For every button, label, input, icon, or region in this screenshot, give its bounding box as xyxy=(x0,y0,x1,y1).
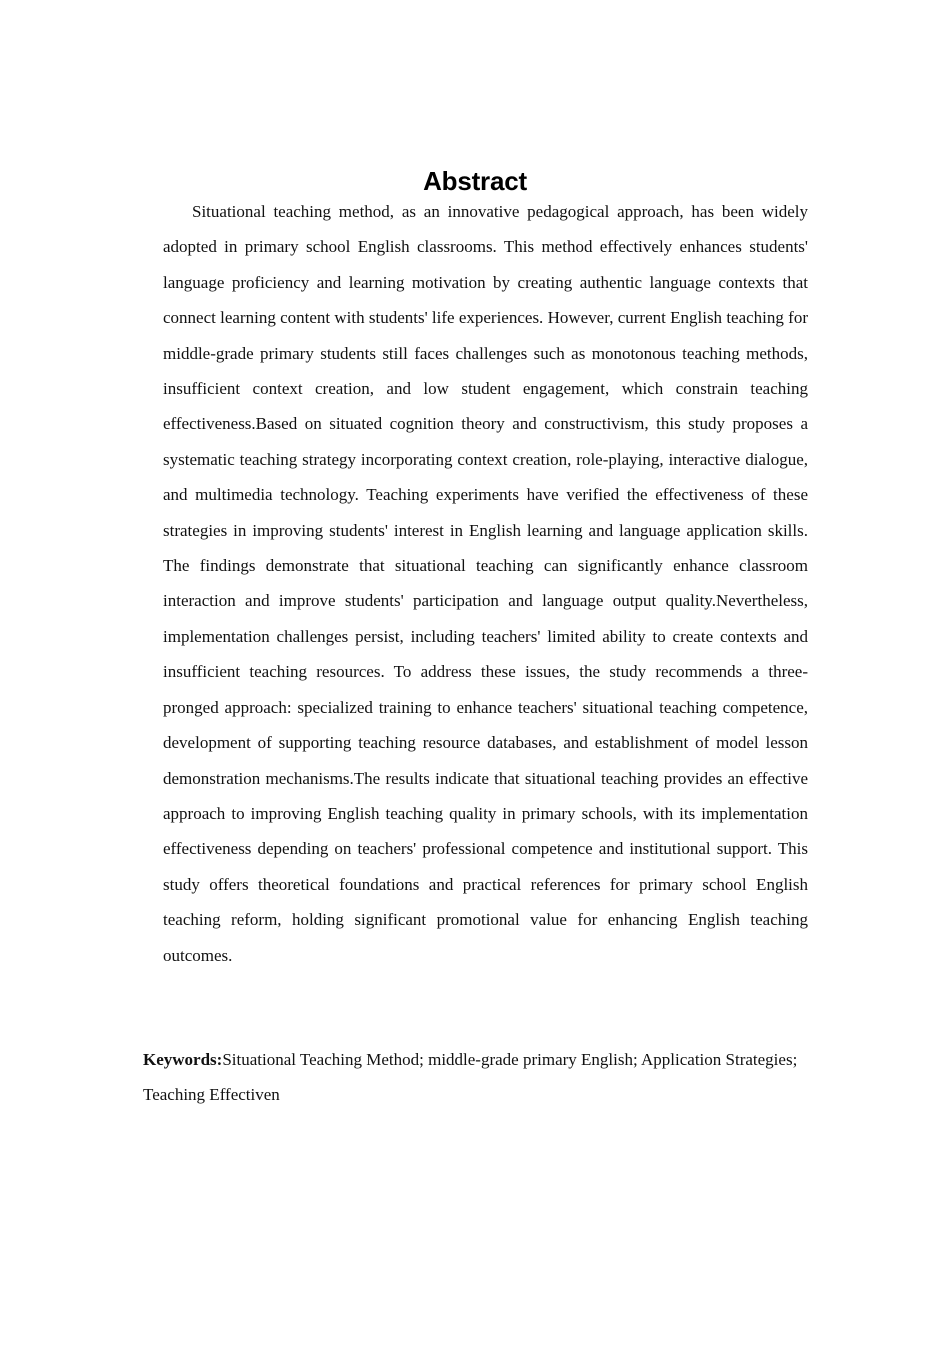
abstract-paragraph: Situational teaching method, as an innovative pedagogical approach, has been widely adopted in primary school English classrooms. This method effectively enhances students' language proficiency and learning motivation by creating authentic language contexts that connect learning content with students' life experiences. However, current English teaching for middle-grade primary students still faces challenges such as monotonous teaching methods, insufficient context creation, and low student engagement, which constrain teaching effectiveness.Based on situated cognition theory and constructivism, this study proposes a systematic teaching strategy incorporating context creation, role-playing, interactive dialogue, and multimedia technology. Teaching experiments have verified the effectiveness of these strategies in improving students' interest in English learning and language application skills. The findings demonstrate that situational teaching can significantly enhance classroom interaction and improve students' participation and language output quality.Nevertheless, implementation challenges persist, including teachers' limited ability to create contexts and insufficient teaching resources. To address these issues, the study recommends a three-pronged approach: specialized training to enhance teachers' situational teaching competence, development of supporting teaching resource databases, and establishment of model lesson demonstration mechanisms.The results indicate that situational teaching provides an effective approach to improving English teaching quality in primary schools, with its implementation effectiveness depending on teachers' professional competence and institutional support. This study offers theoretical foundations and practical references for primary school English teaching reform, holding significant promotional value for enhancing English teaching outcomes. xyxy=(163,202,808,965)
keywords-label: Keywords: xyxy=(143,1050,223,1069)
page-title: Abstract xyxy=(423,166,527,197)
keywords-value: Situational Teaching Method; middle-grade primary English; Application Strategies; Teaching Effectiven xyxy=(143,1050,798,1105)
keywords-line xyxy=(143,1042,808,1113)
